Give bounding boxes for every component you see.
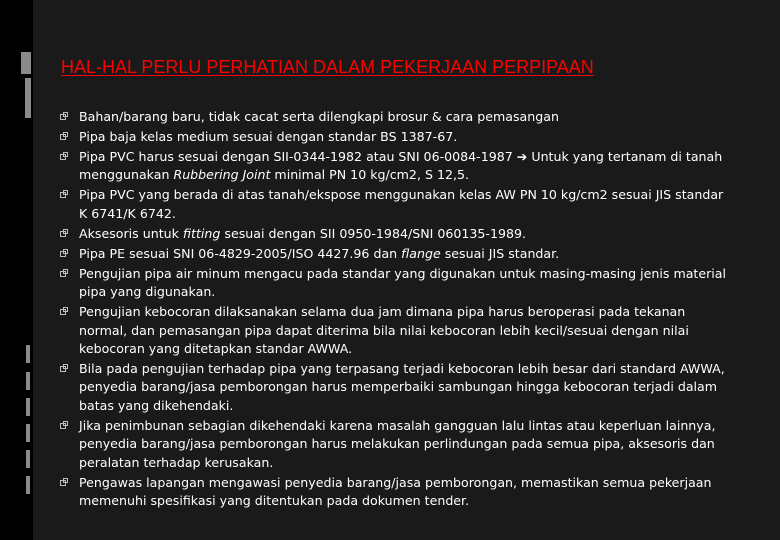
square-bullet-icon xyxy=(60,231,66,237)
bullet-text: Pipa PVC yang berada di atas tanah/ekspose menggunakan kelas AW PN 10 kg/cm2 sesuai JIS standar K 6741/K 6742. xyxy=(79,187,724,221)
bullet-item xyxy=(60,148,735,185)
bullet-text: Pipa PVC harus sesuai dengan SII-0344-1982 atau SNI 06-0084-1987 ➔ Untuk yang tertanam di tanah menggunakan Rubbering Joint minimal PN 10 kg/cm2, S 12,5. xyxy=(79,149,723,183)
decorative-bar xyxy=(26,450,30,468)
decorative-bar xyxy=(26,398,30,416)
square-bullet-icon xyxy=(60,271,66,277)
bullet-item xyxy=(60,474,735,511)
slide-title: HAL-HAL PERLU PERHATIAN DALAM PEKERJAAN PERPIPAAN xyxy=(61,57,594,77)
bullet-item xyxy=(60,360,735,415)
decorative-bar xyxy=(26,476,30,494)
decorative-bar xyxy=(26,345,30,363)
square-bullet-icon xyxy=(60,480,66,486)
bullet-item xyxy=(60,265,735,302)
square-bullet-icon xyxy=(60,114,66,120)
square-bullet-icon xyxy=(60,309,66,315)
square-bullet-icon xyxy=(60,423,66,429)
square-bullet-icon xyxy=(60,366,66,372)
bullet-text: Pengujian kebocoran dilaksanakan selama dua jam dimana pipa harus beroperasi pada tekanan normal, dan pemasangan pipa dapat diterima bila nilai kebocoran lebih kecil/sesuai dengan nilai kebocoran yang ditetapkan standar AWWA. xyxy=(79,304,689,357)
bullet-text: Pipa PE sesuai SNI 06-4829-2005/ISO 4427.96 dan flange sesuai JIS standar. xyxy=(79,245,560,261)
bullet-item xyxy=(60,186,735,223)
bullet-item xyxy=(60,108,735,126)
bullet-list xyxy=(60,108,735,512)
square-bullet-icon xyxy=(60,134,66,140)
bullet-text: Bila pada pengujian terhadap pipa yang terpasang terjadi kebocoran lebih besar dari standard AWWA, penyedia barang/jasa pemborongan harus memperbaiki sambungan hingga kebocoran terjadi dalam batas yang dikehendaki. xyxy=(79,361,725,413)
bullet-text: Jika penimbunan sebagian dikehendaki karena masalah gangguan lalu lintas atau keperluan lainnya, penyedia barang/jasa pemborongan harus melakukan perlindungan pada semua pipa, aksesoris dan peralatan terhadap kerusakan. xyxy=(79,417,716,470)
bullet-item xyxy=(60,417,735,472)
bullet-text: Bahan/barang baru, tidak cacat serta dilengkapi brosur & cara pemasangan xyxy=(79,109,559,124)
bullet-text: Pengawas lapangan mengawasi penyedia barang/jasa pemborongan, memastikan semua pekerjaan memenuhi spesifikasi yang ditentukan pada dokumen tender. xyxy=(79,474,712,509)
bullet-item xyxy=(60,303,735,358)
bullet-item xyxy=(60,128,735,146)
bullet-text: Pengujian pipa air minum mengacu pada standar yang digunakan untuk masing-masing jenis material pipa yang digunakan. xyxy=(79,265,727,300)
decorative-bar xyxy=(26,424,30,442)
decorative-bar xyxy=(21,52,31,74)
bullet-item xyxy=(60,245,735,263)
bullet-text: Aksesoris untuk fitting sesuai dengan SII 0950-1984/SNI 060135-1989. xyxy=(79,225,527,241)
bullet-item xyxy=(60,225,735,243)
right-arrow-icon: ➔ xyxy=(516,149,528,164)
bullet-text: Pipa baja kelas medium sesuai dengan standar BS 1387-67. xyxy=(79,129,458,144)
square-bullet-icon xyxy=(60,192,66,198)
decorative-bar xyxy=(26,372,30,390)
decorative-bar xyxy=(25,78,31,118)
square-bullet-icon xyxy=(60,154,66,160)
square-bullet-icon xyxy=(60,251,66,257)
